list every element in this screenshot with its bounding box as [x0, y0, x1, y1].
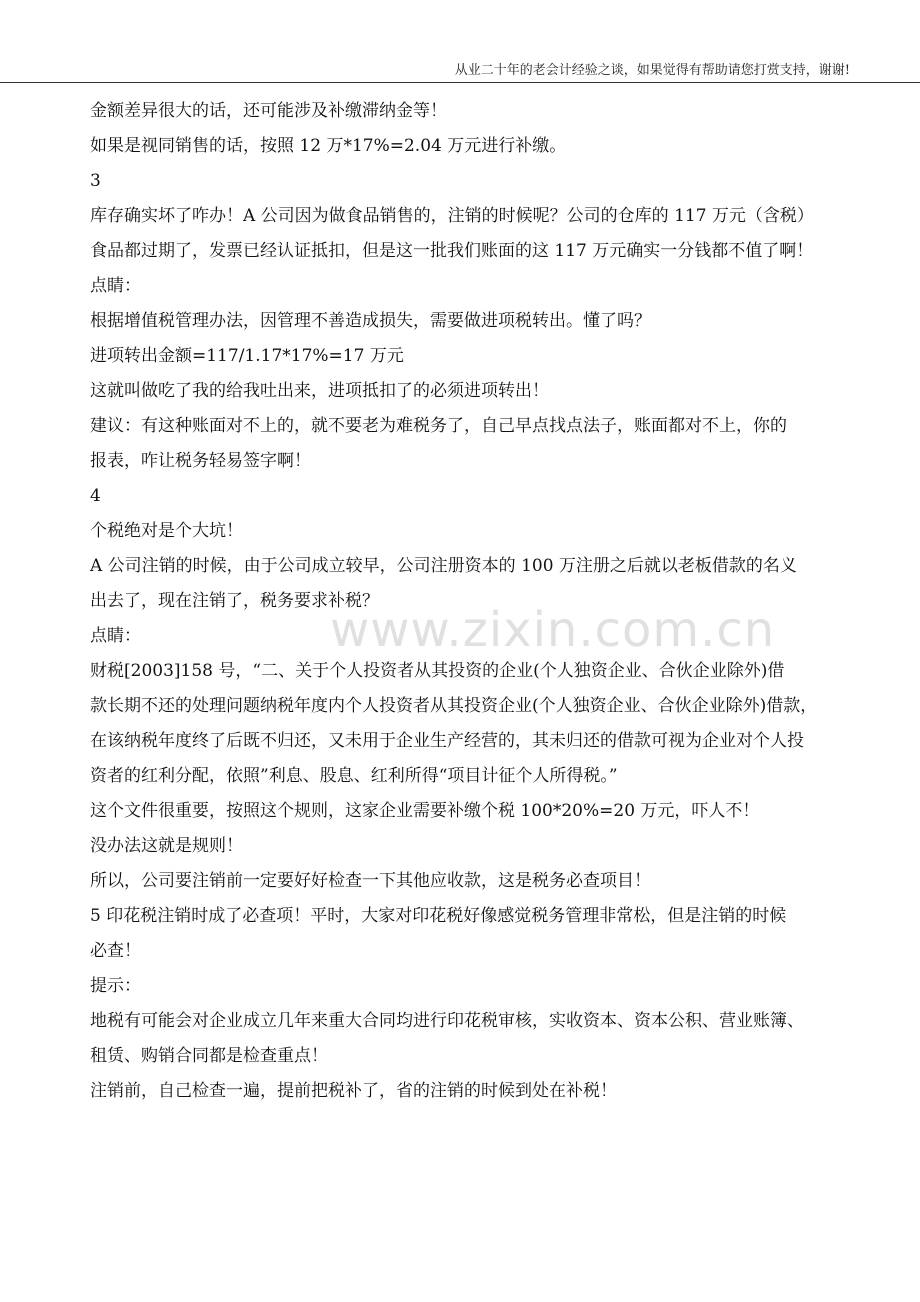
paragraph-line: 根据增值税管理办法，因管理不善造成损失，需要做进项税转出。懂了吗？	[90, 311, 651, 331]
paragraph-line: 在该纳税年度终了后既不归还，又未用于企业生产经营的，其未归还的借款可视为企业对个人投	[90, 731, 804, 751]
paragraph-line: 注销前，自己检查一遍，提前把税补了，省的注销的时候到处在补税！	[90, 1081, 617, 1101]
paragraph-line: 报表，咋让税务轻易签字啊！	[90, 451, 311, 471]
paragraph-line: 进项转出金额=117/1.17*17%=17 万元	[90, 346, 404, 366]
paragraph-label: 点睛：	[90, 626, 141, 646]
paragraph-line: 所以，公司要注销前一定要好好检查一下其他应收款，这是税务必查项目！	[90, 871, 651, 891]
watermark: www.zixin.com.cn	[330, 602, 776, 658]
document-body	[90, 94, 850, 1109]
paragraph-line: 建议：有这种账面对不上的，就不要老为难税务了，自己早点找点法子，账面都对不上，你的	[90, 416, 787, 436]
paragraph-line: 这个文件很重要，按照这个规则，这家企业需要补缴个税 100*20%=20 万元，吓人不！	[90, 801, 760, 821]
page-header	[0, 62, 920, 83]
paragraph-line: 财税[2003]158 号，“二、关于个人投资者从其投资的企业(个人独资企业、合伙企业除外)借	[90, 661, 785, 681]
paragraph-line: 必查！	[90, 941, 141, 961]
paragraph-label: 提示：	[90, 976, 141, 996]
section-number: 4	[90, 486, 101, 506]
paragraph-line: 款长期不还的处理问题纳税年度内个人投资者从其投资企业(个人独资企业、合伙企业除外)借款，	[90, 696, 818, 716]
paragraph-line: 这就叫做吃了我的给我吐出来，进项抵扣了的必须进项转出！	[90, 381, 549, 401]
paragraph-line: 出去了，现在注销了，税务要求补税？	[90, 591, 379, 611]
paragraph-line: 资者的红利分配，依照”利息、股息、红利所得“项目计征个人所得税。”	[90, 766, 618, 786]
paragraph-line: 地税有可能会对企业成立几年来重大合同均进行印花税审核，实收资本、资本公积、营业账簿、	[90, 1011, 804, 1031]
header-text: 从业二十年的老会计经验之谈，如果觉得有帮助请您打赏支持，谢谢!	[454, 63, 850, 78]
paragraph-label: 点睛：	[90, 276, 141, 296]
paragraph-line: 个税绝对是个大坑！	[90, 521, 243, 541]
paragraph-line: 库存确实坏了咋办！A 公司因为做食品销售的，注销的时候呢？公司的仓库的 117 万元（含税）	[90, 206, 814, 226]
paragraph-line: A 公司注销的时候，由于公司成立较早，公司注册资本的 100 万注册之后就以老板借款的名义	[90, 556, 797, 576]
paragraph-line: 金额差异很大的话，还可能涉及补缴滞纳金等！	[90, 101, 447, 121]
section-number: 3	[90, 171, 101, 191]
paragraph-line: 食品都过期了，发票已经认证抵扣，但是这一批我们账面的这 117 万元确实一分钱都不值了啊！	[90, 241, 814, 261]
paragraph-line: 没办法这就是规则！	[90, 836, 243, 856]
paragraph-line: 租赁、购销合同都是检查重点！	[90, 1046, 328, 1066]
paragraph-line: 如果是视同销售的话，按照 12 万*17%=2.04 万元进行补缴。	[90, 136, 567, 156]
paragraph-line: 5 印花税注销时成了必查项！平时，大家对印花税好像感觉税务管理非常松，但是注销的时候	[90, 906, 787, 926]
